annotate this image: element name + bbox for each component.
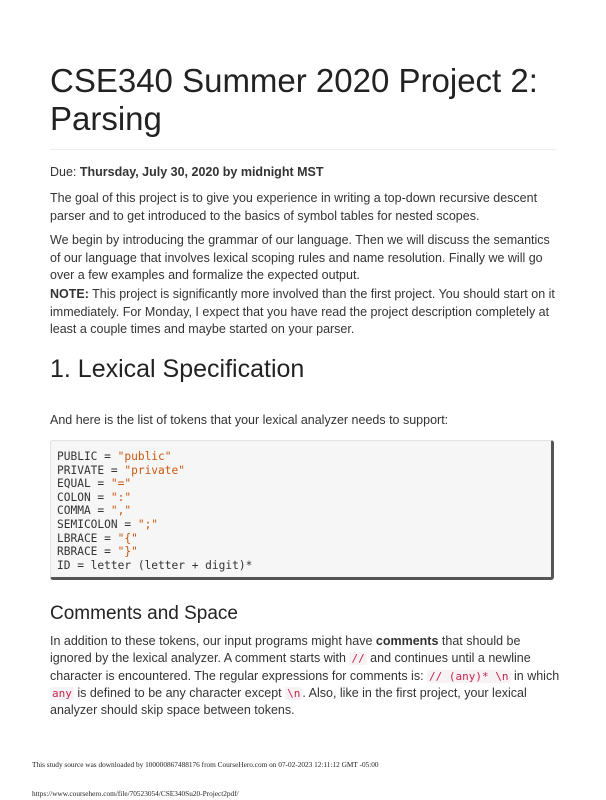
note-label: NOTE: [50, 287, 89, 301]
inline-code-newline: \n [287, 686, 301, 700]
due-line [50, 164, 560, 182]
code-token-name: RBRACE = [57, 545, 118, 559]
code-line [57, 477, 252, 491]
inline-code-comment-regex: // (any)* \n [429, 669, 509, 683]
token-list [57, 450, 252, 572]
code-token-name: SEMICOLON = [57, 517, 138, 531]
code-token-name: COLON = [57, 490, 111, 504]
due-label: Due: [50, 165, 80, 179]
inline-code-any: any [52, 686, 72, 700]
section-heading-comments-and-space: Comments and Space [50, 603, 238, 624]
download-notice: This study source was downloaded by 100000867488176 from CourseHero.com on 07-02-2023 12:11:12 GMT -05:00 [32, 760, 379, 769]
code-line [57, 545, 252, 559]
comments-paragraph [50, 633, 560, 719]
code-line [57, 532, 252, 546]
tokens-intro-text: And here is the list of tokens that your lexical analyzer needs to support: [50, 413, 449, 427]
code-string: "public" [117, 450, 172, 463]
section-heading-lexical-specification: 1. Lexical Specification [50, 355, 305, 383]
code-line [57, 464, 252, 478]
code-string: ":" [110, 490, 132, 504]
code-token-name: COMMA = [57, 504, 111, 518]
comments-keyword: comments [375, 634, 439, 648]
note-paragraph [50, 286, 560, 339]
code-line [57, 450, 252, 464]
code-line [57, 491, 252, 505]
intro-paragraph: We begin by introducing the grammar of our language. Then we will discuss the semantics of our language that involves lexical scoping rules and name resolution. Finally we will go over a few examples and formalize the expected output. [50, 233, 550, 282]
code-string: "," [110, 504, 132, 518]
text-run: In addition to these tokens, our input programs might have [50, 634, 376, 648]
code-string: "}" [117, 545, 138, 559]
code-string: ";" [137, 517, 159, 531]
goal-paragraph: The goal of this project is to give you experience in writing a top-down recursive descent parser and to get introduced to the basics of symbol tables for nested scopes. [50, 191, 538, 223]
code-line [57, 504, 252, 518]
code-token-name: PRIVATE = [57, 463, 125, 477]
token-code-block [50, 440, 554, 580]
code-string: "=" [110, 477, 132, 491]
code-line [57, 559, 252, 573]
code-token-name: EQUAL = [57, 477, 111, 491]
page-title: CSE340 Summer 2020 Project 2: Parsing [50, 62, 538, 137]
title-divider [50, 149, 556, 150]
code-token-name: LBRACE = [57, 531, 118, 545]
note-text: This project is significantly more involved than the first project. You should start on it immediately. For Monday, I expect that you have read the project description completely at least a couple times and maybe started on your parser. [50, 287, 555, 336]
code-string: "private" [124, 463, 185, 477]
code-token-name: PUBLIC = [57, 450, 118, 463]
code-token-name: ID = letter (letter + digit)* [57, 558, 253, 572]
text-run: is defined to be any character except [73, 685, 286, 700]
code-string: "{" [117, 531, 138, 545]
text-run: in which [510, 668, 560, 683]
source-url[interactable]: https://www.coursehero.com/file/70523054/CSE340Su20-Project2pdf/ [32, 789, 239, 798]
text-run: that should be ignored by the lexical analyzer. A comment starts with [50, 634, 521, 666]
text-run: and continues until a newline character is encountered. The regular expressions for comments is: [50, 651, 531, 683]
due-date: Thursday, July 30, 2020 by midnight MST [79, 165, 324, 179]
code-line [57, 518, 252, 532]
inline-code-comment-start: // [351, 652, 365, 666]
text-run: . Also, like in the first project, your lexical analyzer should skip space between tokens. [50, 685, 527, 718]
